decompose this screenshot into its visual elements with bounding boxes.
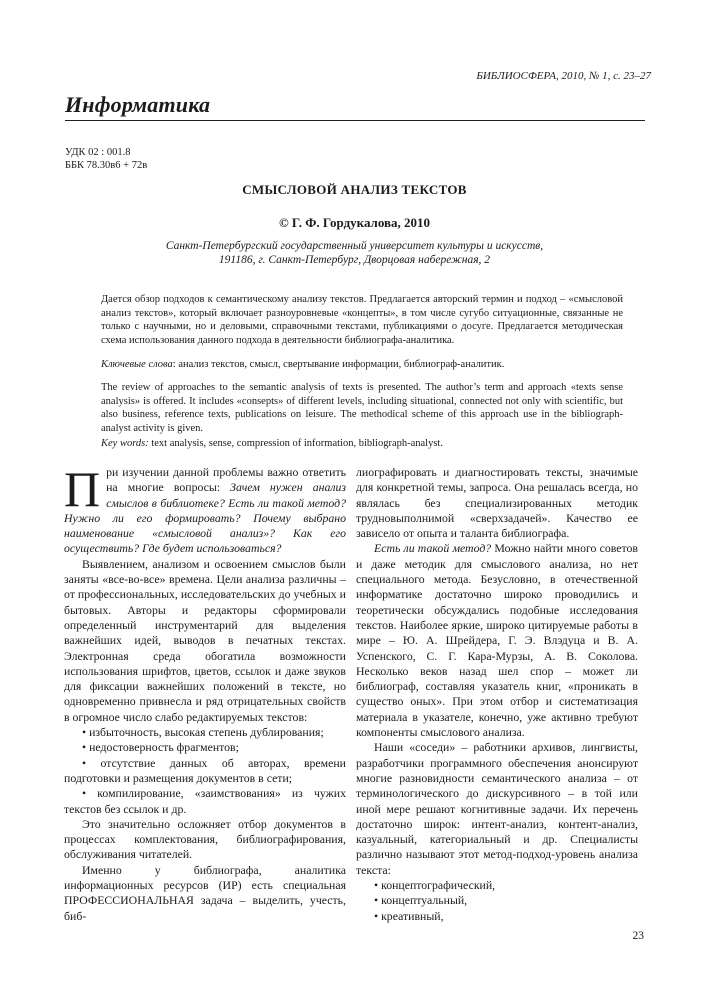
article-author: © Г. Ф. Гордукалова, 2010 [278, 215, 431, 230]
body-column-right [356, 465, 638, 924]
article-title: СМЫСЛОВОЙ АНАЛИЗ ТЕКСТОВ [242, 182, 467, 197]
paragraph [64, 461, 346, 557]
paragraph: лиографировать и диагностировать тексты, значимые для конкретной темы, запроса. Она решалась всегда, но являлась без специализированных методик трудновыполнимой «сверхзадачей». Качество ее зависело от опыта и таланта библиографа. [356, 465, 638, 541]
abstract-russian [101, 293, 623, 347]
paragraph-question: Есть ли такой метод? [374, 541, 492, 556]
udc-code: УДК 02 : 001.8 [65, 147, 131, 158]
list-item: • концептографический, [374, 878, 496, 893]
body-column-left [64, 461, 346, 924]
keywords-english [101, 437, 623, 451]
paragraph [356, 541, 638, 740]
author-affiliation [0, 239, 709, 267]
keywords-list: : анализ текстов, смысл, свертывание информации, библиограф-аналитик. [172, 359, 505, 370]
list-item: • избыточность, высокая степень дублирования; [82, 725, 324, 740]
list-item: • недостоверность фрагментов; [82, 740, 239, 755]
paragraph: Это значительно осложняет отбор документов в процессах комплектования, библиографирования, обслуживания читателей. [64, 816, 346, 862]
affiliation-line: 191186, г. Санкт-Петербург, Дворцовая набережная, 2 [218, 254, 491, 266]
keywords-label: Ключевые слова [101, 359, 173, 370]
page-number: 23 [632, 930, 644, 942]
list-item: • концептуальный, [374, 893, 468, 908]
classification-codes [65, 146, 147, 172]
header-divider [65, 120, 645, 121]
paragraph-questions: Зачем нужен анализ смыслов в библиотеке? Есть ли такой метод? Нужно ли его формировать? Почему выбрано наименование «смысловой анализ»? Как его осуществить? Где будет использоваться? [64, 480, 346, 556]
paragraph-text: ри изучении данной проблемы важно ответить на многие вопросы: [106, 465, 346, 495]
keywords-label: Key words: [101, 438, 149, 449]
paragraph: Именно у библиографа, аналитика информационных ресурсов (ИР) есть специальная ПРОФЕССИОНАЛЬНАЯ задача – выделить, учесть, биб- [64, 862, 346, 923]
paragraph: Выявлением, анализом и освоением смыслов были заняты «все-во-все» времена. Цели анализа различны – от профессиональных, исследовательских до учебных и бытовых. Авторы и редакторы сформировали определенный инструментарий для выделения важнейших идей, выводов в печатных текстах. Электронная среда обогатила возможности использования шрифтов, цветов, ссылок и даже звуков для фиксации важнейших положений в тексте, но одновременно привнесла и ряд отрицательных свойств в огромное число слабо редактируемых текстов: [64, 556, 346, 724]
bbk-code: ББК 78.30в6 + 72в [65, 160, 148, 171]
list-item: • креативный, [374, 908, 444, 923]
paragraph: Наши «соседи» – работники архивов, лингвисты, разработчики программного обеспечения анонсируют многие разновидности семантического анализа – от терминологического до дискурсивного – в той или иной мере решают когнитивные задачи. Их перечень достаточно широк: интент-анализ, контент-анализ, казуальный, категориальный и др. Специалисты различно называют этот метод-подход-уровень анализа текста: [356, 740, 638, 877]
abstract-text: Дается обзор подходов к семантическому анализу текстов. Предлагается авторский термин и подход – «смысловой анализ текстов», который включает разноуровневые «концепты», в том числе сугубо ситуационные, связанные не только с научными, но и деловыми, справочными текстами, публикациями о досуге. Предлагается методическая схема использования данного подхода в деятельности библиографа-аналитика. [101, 294, 623, 346]
drop-cap: П [64, 461, 101, 517]
list-item: • отсутствие данных об авторах, времени подготовки и размещения документов в сети; [64, 755, 346, 785]
keywords-list: text analysis, sense, compression of information, bibliograph-analyst. [148, 438, 443, 449]
keywords-russian [101, 358, 623, 372]
list-item: • компилирование, «заимствования» из чужих текстов без ссылок и др. [64, 786, 346, 816]
affiliation-line: Санкт-Петербургский государственный университет культуры и искусств, [165, 240, 544, 252]
abstract-text: The review of approaches to the semantic analysis of texts is presented. The author’s term and approach «texts sense analysis» is offered. It includes «consepts» of different levels, including situational, connected not only with scientific, but also business, reference texts, publications on leisure. The methodical scheme of this approach use in the bibliograph-analyst activity is given. [101, 382, 623, 434]
journal-reference: БИБЛИОСФЕРА, 2010, № 1, с. 23–27 [476, 70, 651, 82]
paragraph-text: Можно найти много советов и даже методик для смыслового анализа, но нет специального метода. Безусловно, в отечественной информатике достаточно широко проводились и теоретически обсуждались подобные исследования текстов. Наиболее яркие, широко цитируемые работы в мире – Ю. А. Шрейдера, Г. Э. Влэдуца и В. А. Успенского, С. Г. Кара-Мурзы, А. В. Соколова. Несколько веков назад шел спор – может ли библиограф, составляя указатель книг, «проникать в существо оных». При этом отбор и систематизация материала в указателе, конечно, уже активно требуют компоненты смыслового анализа. [356, 541, 638, 740]
abstract-english [101, 381, 623, 435]
section-title: Информатика [65, 92, 211, 117]
